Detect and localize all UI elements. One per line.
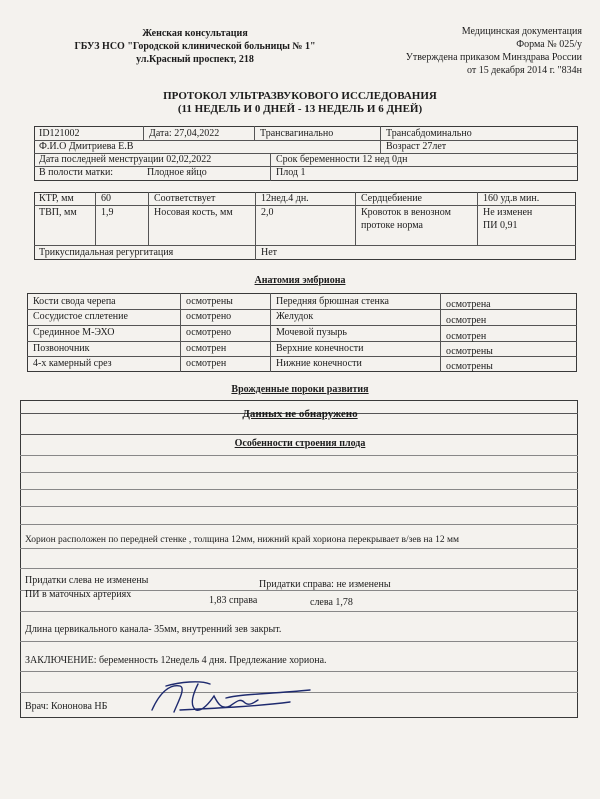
pregnancy-term: Срок беременности 12 нед 0дн [276, 154, 408, 165]
approved-by: Утверждена приказом Минздрава России [405, 52, 582, 63]
patient-age: Возраст 27лет [386, 141, 447, 152]
anatomy-row-3-organ-2: Мочевой пузырь [276, 327, 347, 338]
protocol-title: ПРОТОКОЛ УЛЬТРАЗВУКОВОГО ИССЛЕДОВАНИЯ [163, 90, 437, 102]
anatomy-title: Анатомия эмбриона [254, 275, 346, 286]
tricuspid-value: Нет [261, 247, 278, 258]
med-doc-label: Медицинская документация [461, 26, 582, 37]
uterus-value: Плодное яйцо [147, 167, 207, 178]
tvp-label: ТВП, мм [39, 207, 77, 218]
anatomy-row-5-status-2: осмотрены [446, 361, 493, 372]
patient-name: Ф.И.О Дмитриева Е.В [39, 141, 134, 152]
uterine-artery-left: слева 1,78 [310, 597, 353, 608]
venous-duct-label-2: протоке норма [361, 220, 423, 231]
anatomy-row-3-status: осмотрено [186, 327, 232, 338]
defects-title: Врожденные пороки развития [231, 384, 369, 395]
last-period-date: Дата последней менструации 02,02,2022 [39, 154, 212, 165]
heartbeat-value: 160 уд.в мин. [483, 193, 540, 204]
tvp-value: 1,9 [101, 207, 114, 218]
anatomy-row-3-organ: Срединное М-ЭХО [33, 327, 115, 338]
clinic-name: Женская консультация [142, 28, 248, 39]
anatomy-row-4-status: осмотрен [186, 343, 227, 354]
approval-date: от 15 декабря 2014 г. "834н [466, 65, 582, 76]
venous-duct-label-1: Кровоток в венозном [361, 207, 451, 218]
venous-duct-value-1: Не изменен [483, 207, 533, 218]
uterine-arteries-label: ПИ в маточных артериях [25, 589, 132, 600]
anatomy-row-2-status-2: осмотрен [446, 315, 487, 326]
anatomy-row-4-organ-2: Верхние конечности [276, 343, 364, 354]
nasal-bone-label: Носовая кость, мм [154, 207, 233, 218]
anatomy-row-2-organ: Сосудистое сплетение [33, 311, 128, 322]
doctor-name: Врач: Кононова НБ [25, 701, 108, 712]
ktr-value: 60 [101, 193, 111, 204]
patient-id: ID121002 [39, 128, 80, 139]
hospital-name: ГБУЗ НСО "Городской клинической больницы № 1" [74, 41, 316, 52]
anatomy-row-5-status: осмотрен [186, 358, 227, 369]
venous-duct-value-2: ПИ 0,91 [483, 220, 518, 231]
protocol-subtitle: (11 НЕДЕЛЬ И 0 ДНЕЙ - 13 НЕДЕЛЬ И 6 ДНЕЙ) [177, 103, 423, 115]
corresponds-value: 12нед.4 дн. [261, 193, 309, 204]
clinic-address: ул.Красный проспект, 218 [136, 54, 254, 65]
nasal-bone-value: 2,0 [261, 207, 274, 218]
anatomy-row-5-organ-2: Нижние конечности [276, 358, 362, 369]
fetus-count: Плод 1 [276, 167, 306, 178]
doctor-signature [140, 672, 320, 722]
anatomy-row-1-organ: Кости свода черепа [33, 296, 116, 307]
conclusion: ЗАКЛЮЧЕНИЕ: беременность 12недель 4 дня. Предлежание хориона. [25, 655, 327, 666]
ktr-label: КТР, мм [39, 193, 74, 204]
anatomy-row-4-organ: Позвоночник [33, 343, 90, 354]
adnexa-right: Придатки справа: не изменены [259, 579, 391, 590]
chorion-finding: Хорион расположен по передней стенке , толщина 12мм, нижний край хориона перекрывает в/зев на 12 мм [25, 535, 460, 545]
structure-title: Особенности строения плода [234, 438, 366, 449]
corresponds-label: Соответствует [154, 193, 216, 204]
cervical-length: Длина цервикального канала- 35мм, внутренний зев закрыт. [25, 624, 282, 635]
adnexa-left: Придатки слева не изменены [25, 575, 149, 586]
transabdominal-option: Трансабдоминально [386, 128, 472, 139]
defects-value: Данных не обнаружено [242, 408, 358, 420]
uterus-label: В полости матки: [39, 167, 114, 178]
form-number: Форма № 025/у [516, 39, 582, 50]
exam-date: Дата: 27,04,2022 [149, 128, 220, 139]
heartbeat-label: Сердцебиение [361, 193, 422, 204]
uterine-artery-right: 1,83 справа [209, 595, 258, 606]
anatomy-row-2-status: осмотрено [186, 311, 232, 322]
anatomy-row-1-status: осмотрены [186, 296, 233, 307]
anatomy-row-1-organ-2: Передняя брюшная стенка [276, 296, 389, 307]
tricuspid-label: Трикуспидальная регургитация [39, 247, 174, 258]
anatomy-row-5-organ: 4-х камерный срез [33, 358, 112, 369]
anatomy-row-1-status-2: осмотрена [446, 299, 491, 310]
anatomy-row-3-status-2: осмотрен [446, 331, 487, 342]
anatomy-row-4-status-2: осмотрены [446, 346, 493, 357]
anatomy-row-2-organ-2: Желудок [276, 311, 314, 322]
transvaginal-option: Трансвагинально [260, 128, 334, 139]
